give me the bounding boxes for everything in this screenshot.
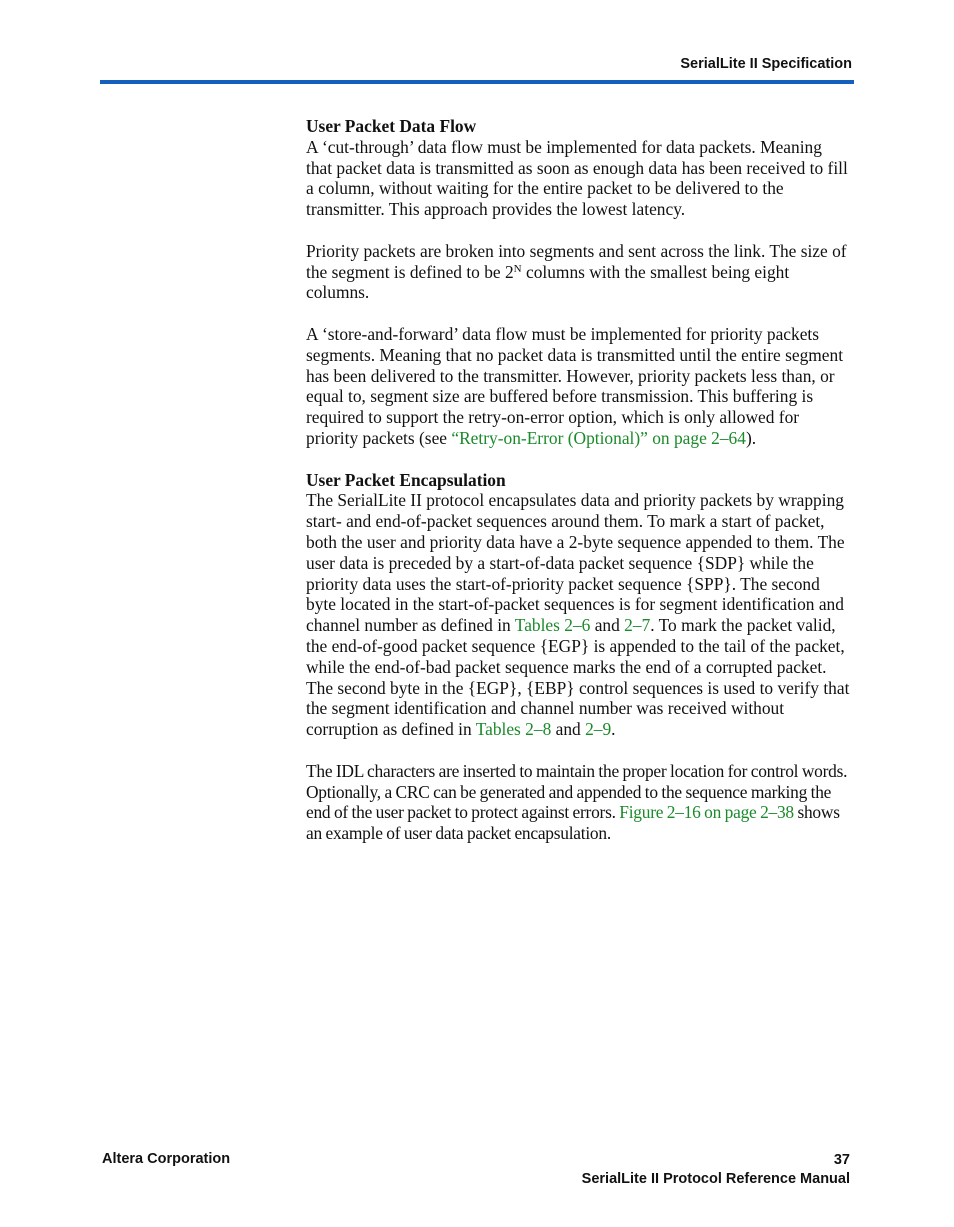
section-heading-encapsulation: User Packet Encapsulation	[306, 469, 506, 490]
paragraph-cut-through: A ‘cut-through’ data flow must be implemented for data packets. Meaning that packet data is transmitted as soon as enough data has been received to fill a column, without waiting for the entire packet to be delivered to the transmitter. This approach provides the lowest latency.	[306, 136, 848, 220]
paragraph-text: shows an example of user data packet encapsulation.	[306, 802, 840, 844]
footer-company: Altera Corporation	[102, 1151, 231, 1167]
link-2-9[interactable]: 2–9	[585, 719, 612, 740]
link-figure-2-16[interactable]: Figure 2–16 on page 2–38	[619, 802, 794, 823]
body-column	[306, 116, 851, 865]
link-2-7[interactable]: 2–7	[624, 615, 651, 636]
paragraph-text: The IDL characters are inserted to maintain the proper location for control words. Optionally, a CRC can be generated and appended to the sequence marking the end of the user packet to protect against errors.	[306, 760, 848, 823]
link-retry-on-error[interactable]: “Retry-on-Error (Optional)” on page 2–64	[451, 427, 746, 448]
section-user-packet-data-flow	[306, 116, 851, 220]
paragraph-text: .	[611, 719, 616, 740]
paragraph-text: Priority packets are broken into segments and sent across the link. The size of the segment is defined to be 2	[306, 240, 847, 282]
footer-right-block	[582, 1151, 850, 1189]
page-number: 37	[833, 1152, 850, 1168]
link-tables-2-8[interactable]: Tables 2–8	[475, 719, 552, 740]
link-tables-2-6[interactable]: Tables 2–6	[514, 615, 591, 636]
paragraph-idl-characters	[306, 761, 851, 844]
header-rule	[100, 80, 854, 84]
paragraph-text: A ‘store-and-forward’ data flow must be implemented for priority packets segments. Meaning that no packet data is transmitted until the entire segment has been delivered to the transmitter. However, priority packets less than, or equal to, segment size are buffered before transmission. This buffering is required to support the retry-on-error option, which is only allowed for priority packets (see	[306, 323, 844, 448]
superscript-n: N	[513, 262, 522, 275]
paragraph-text: The SerialLite II protocol encapsulates data and priority packets by wrapping start- and end-of-packet sequences around them. To mark a start of packet, both the user and priority data have a 2-byte sequence appended to them. The user data is preceded by a start-of-data packet sequence {SDP} while the priority data uses the start-of-priority packet sequence {SPP}. The second byte located in the start-of-packet sequences is for segment identification and channel number as defined in	[306, 490, 845, 636]
section-user-packet-encapsulation	[306, 470, 851, 740]
paragraph-store-and-forward	[306, 324, 851, 449]
paragraph-text: and	[590, 615, 625, 636]
section-heading-data-flow: User Packet Data Flow	[306, 116, 477, 136]
paragraph-text: . To mark the packet valid, the end-of-good packet sequence {EGP} is appended to the tail of the packet, while the end-of-bad packet sequence marks the end of a corrupted packet. The second byte in the {EGP}, {EBP} control sequences is used to verify that the segment identification and channel number was received without corruption as defined in	[306, 615, 850, 740]
running-header: SerialLite II Specification	[680, 56, 852, 72]
paragraph-priority-segments	[306, 241, 851, 303]
paragraph-text: columns with the smallest being eight columns.	[306, 261, 790, 303]
manual-title: SerialLite II Protocol Reference Manual	[581, 1171, 850, 1187]
paragraph-text: ).	[745, 427, 757, 448]
paragraph-text: and	[551, 719, 586, 740]
